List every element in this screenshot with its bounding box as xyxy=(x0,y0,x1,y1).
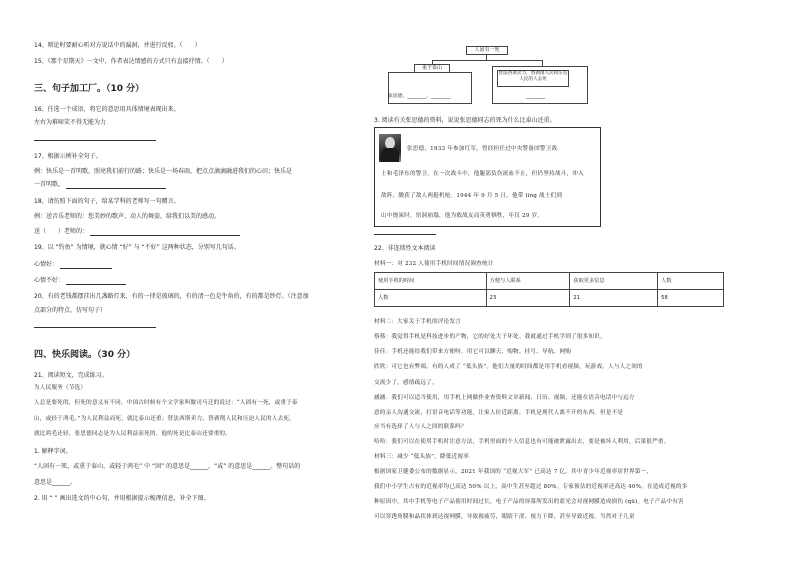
table-header: 人数 xyxy=(658,273,724,290)
section-3-title: 三、句子加工厂。（10 分） xyxy=(34,84,145,94)
text-line: 我们中小学生占有的近视率均已高达 50% 以上，高中生甚至超过 80%。专家预估的近视率还高达 40%。在造成近视的多 xyxy=(374,484,688,490)
text-line: 根据国家卫健委公布的数据显示，2021 年我国的 “近视大军” 已高达 7 亿，其中青少年近视率居世界第一， xyxy=(374,469,653,475)
question-19-bad xyxy=(34,277,126,285)
diagram-right-box: 替法西斯卖力，替剥削人民和压迫人民的人去死 xyxy=(497,70,569,87)
sub-question-1: 1. 解释字词。 xyxy=(34,448,72,455)
passage-line-3: 就比鸿毛还轻。张思德同志是为人民利益而死的，他的死是比泰山还要重的。 xyxy=(34,431,231,437)
text-line: 种原因中，其中手机等电子产品使用时间过长，电子产品的屏幕所发出的蓝光会对视网膜造成损伤 (qū)。电子产品中有害 xyxy=(374,499,684,505)
question-16: 16、任选一个成语，将它的意思用具体情境表现出来。 xyxy=(34,106,180,113)
answer-line-19-bad[interactable] xyxy=(66,279,126,285)
table-row xyxy=(375,273,724,290)
answer-line-19-good[interactable] xyxy=(60,263,112,269)
question-17-line2-text: 一首明歌， xyxy=(34,181,65,188)
text-line: 涵涵：我们可以适当使用，用手机上网做作业查资料文章新闻、日历、视频，还能在语音电话中与远方 xyxy=(374,395,635,401)
text-line: 意的亲人沟通交流，打语音电话等功能，让家人拉近距离。手机是现代人离不开的东西，但是不是 xyxy=(374,410,624,416)
table-cell: 21 xyxy=(570,290,658,307)
diagram-bottom-left[interactable]: 张思德，________，________ xyxy=(388,94,451,99)
answer-line-17[interactable] xyxy=(66,183,166,189)
question-19: 19、以 “钓鱼” 为情境，就心情 “好” 与 “不好” 这两种状态，分别写几句话。 xyxy=(34,244,240,251)
answer-line-16[interactable] xyxy=(34,140,156,141)
text-line: 哈哈：我们可以在使用手机时注意方法，手机里面的个人信息也有可能被泄露出去，要是被坏人利用，后果很严重。 xyxy=(374,439,670,445)
sub-question-1-text-a: “人固有一死，或重于泰山，或轻于鸿毛” 中 “固” 的意思是______，“或” 的意思是______。整句话的 xyxy=(34,463,301,470)
sub-question-1-text-b: 意思是______。 xyxy=(34,479,77,486)
table-cell: 58 xyxy=(658,290,724,307)
question-15: 15、《那个星期天》一文中，作者表达情感的方式只有直接抒情。（ ） xyxy=(34,58,228,65)
question-18-example: 例：送音乐老师的：您美妙的歌声、动人的舞姿，给我们以美的感动。 xyxy=(34,213,221,220)
question-16-idioms: 左右为难啼笑不得无能为力 xyxy=(34,119,107,126)
bio-line-1: 张思德，1933 年参加红军，曾经担任过中央警备团警卫战 xyxy=(407,146,558,152)
table-cell: 23 xyxy=(486,290,570,307)
bio-line-4: 山中烧炭时，窑洞崩塌，他为救战友而英勇牺牲，年仅 29 岁。 xyxy=(381,213,544,219)
question-17-line2 xyxy=(34,181,166,189)
diagram-bottom-right[interactable]: ________ xyxy=(526,94,546,99)
bio-line-3: 敌阵，缴获了敌人两挺机枪。1944 年 9 月 5 日，他带 ling 战士们到 xyxy=(381,193,563,199)
question-18-to-text: 送（ ）老师的： xyxy=(34,228,89,235)
question-20-line2: 点部分的特点，仿写句子） xyxy=(34,307,107,314)
question-17: 17、根据示例补全句子。 xyxy=(34,153,102,160)
question-19-good xyxy=(34,261,112,269)
diagram-connector xyxy=(432,60,542,61)
question-3: 3. 阅读有关张思德的资料，说说张思德同志的死为什么比泰山还重。 xyxy=(374,117,556,124)
table-header: 使用手机的时间 xyxy=(375,273,487,290)
bio-box xyxy=(374,127,601,227)
table-row xyxy=(375,290,724,307)
passage-line-1: 人总是要死的，但死的意义有不同。中国古时候有个文学家叫做司马迁的说过：“人固有一死，或重于泰 xyxy=(34,400,298,406)
question-20: 20、有的老钱都摆挂出几盏路灯来，有的一律是玻璃的，有的清一色是牛角的，有的都是纱灯。（注意加 xyxy=(34,293,309,300)
question-22: 22、非连续性文本阅读 xyxy=(374,245,436,252)
table-cell: 人数 xyxy=(375,290,487,307)
material-3-title: 材料三：减少 “低头族”，降低近视率 xyxy=(374,454,470,460)
answer-line-3[interactable] xyxy=(374,234,436,235)
question-18-to xyxy=(34,228,240,236)
answer-line-20[interactable] xyxy=(34,327,156,328)
question-14: 14、辩论时要耐心听对方说话中的漏洞，并进行反驳。（ ） xyxy=(34,42,201,49)
diagram-left-box: 重于泰山 xyxy=(414,64,450,73)
question-21: 21、阅读短文，完成练习。 xyxy=(34,372,108,379)
zhang-side-portrait xyxy=(379,134,401,162)
question-19-good-label: 心情好： xyxy=(34,261,59,268)
material-2-title: 材料二：大家关于手机的评论发言 xyxy=(374,319,461,325)
diagram-top-box: 人固有一死 xyxy=(466,46,508,55)
section-4-title: 四、快乐阅读。（30 分） xyxy=(34,350,136,360)
survey-table xyxy=(374,272,724,307)
table-header: 获取更多信息 xyxy=(570,273,658,290)
text-line: 佳佳：手机还能给我们带来方便呀。用它可以聊天、购物、挂号、导航、网购 xyxy=(374,349,571,355)
question-17-example: 例：快乐是一首明歌，照亮我们前行的路；快乐是一场春雨，把点点滴滴融进我们的心田；快乐是 xyxy=(34,168,293,175)
question-18: 18、请仿照下面的句子，给某学科的老师写一句赠言。 xyxy=(34,198,180,205)
text-line: 欣欣：可它也有弊端，有的人成了 “低头族”。他们大量的时间都是用手机看视频，玩游戏。人与人之间的 xyxy=(374,364,643,370)
question-19-bad-label: 心情不好： xyxy=(34,277,65,284)
text-line: 交流少了，感情疏远了。 xyxy=(374,380,438,386)
text-line: 可以穿透角膜和晶状体到达视网膜，导致视疲劳，眼睛干涩、视力下降，甚至导致近视。当然对于儿童 xyxy=(374,514,635,520)
text-line: 应当有选择了人与人之间的联系吗？ xyxy=(374,424,467,430)
text-line: 蔡蔡：我觉得手机是科技进步的产物，它的好处大于坏处。我就通过手机学到了很多知识。 xyxy=(374,334,606,340)
passage-line-2: 山，或轻于鸿毛。”为人民利益而死，就比泰山还重；替法西斯卖力，替剥削人民和压迫人民的人去死， xyxy=(34,416,295,422)
material-1-title: 材料一：对 232 人使用手机时间情况调查统计 xyxy=(374,261,494,267)
bio-line-2: 士和毛泽东的警卫。在一次战斗中，他腿部负伤流血不止，但仍坚持战斗，冲入 xyxy=(381,171,584,177)
table-header: 方便与人联系 xyxy=(486,273,570,290)
sub-question-2: 2. 用 “ ” 画出选文的中心句，并用根据提示梳理信息，补全下图。 xyxy=(34,495,210,502)
answer-line-18[interactable] xyxy=(90,230,240,236)
passage-title: 为人民服务（节选） xyxy=(34,385,87,391)
